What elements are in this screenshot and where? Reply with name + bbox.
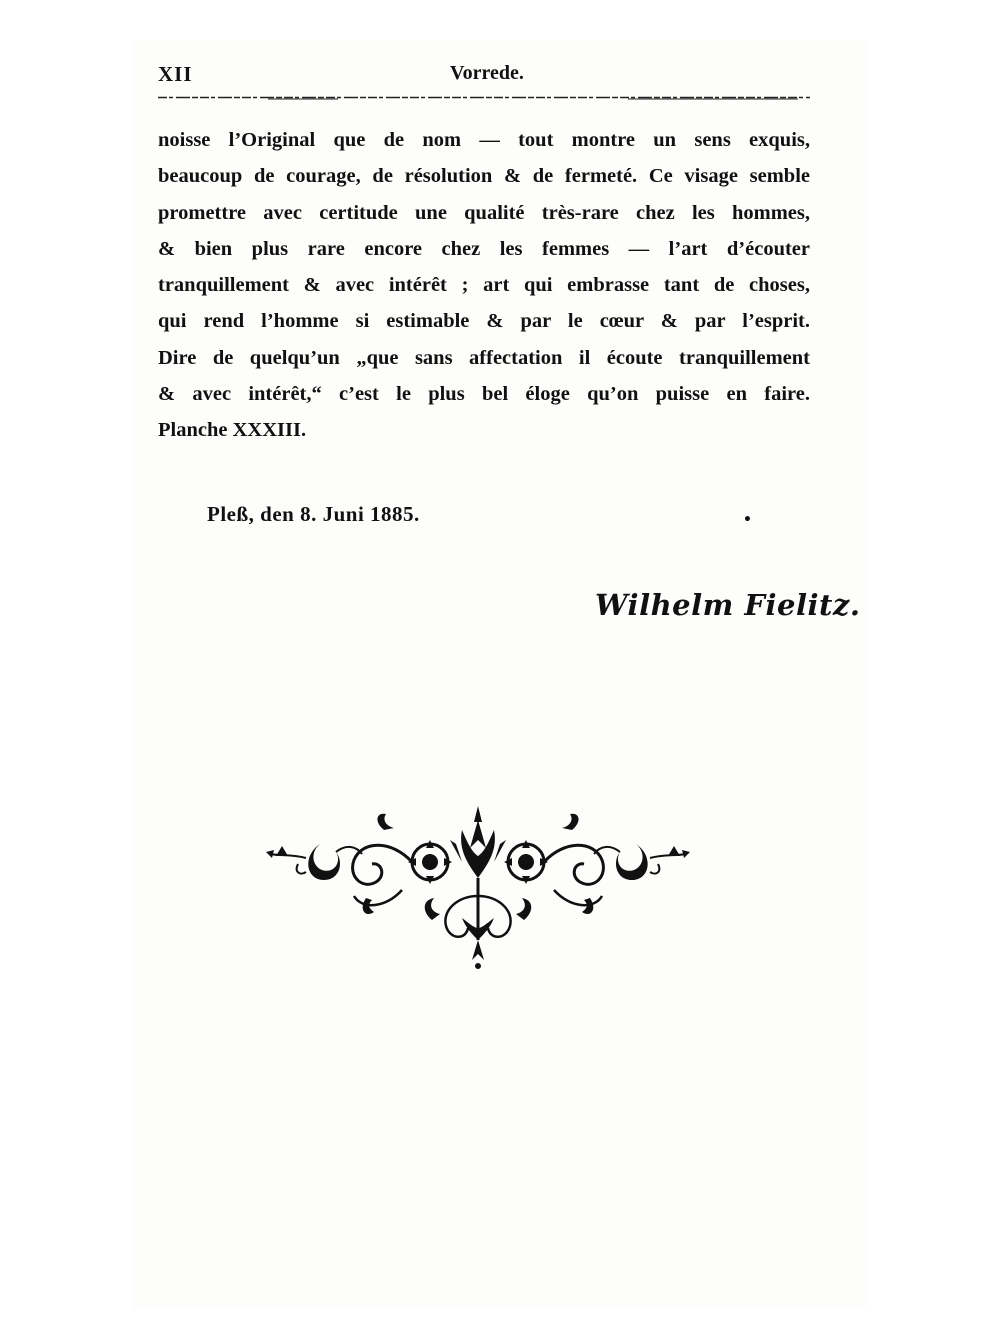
text-line: tranquillement & avec intérêt ; art qui embrasse tant de choses, [158, 274, 810, 297]
floral-vignette-icon [262, 800, 694, 972]
header-rule [158, 96, 810, 100]
text-line: Dire de quelqu’un „que sans affectation il écoute tranquillement [158, 346, 810, 369]
text-line: qui rend l’homme si estimable & par le cœur & par l’esprit. [158, 310, 810, 333]
text-line: noisse l’Original que de nom — tout montre un sens exquis, [158, 129, 810, 151]
dateline: Pleß, den 8. Juni 1885. [207, 502, 420, 526]
page-number: XII [158, 62, 193, 86]
text-line: promettre avec certitude une qualité très-rare chez les hommes, [158, 201, 810, 224]
body-paragraph [158, 122, 810, 449]
text-line: beaucoup de courage, de résolution & de fermeté. Ce visage semble [158, 165, 810, 188]
text-line: & bien plus rare encore chez les femmes — l’art d’écouter [158, 237, 810, 260]
text-line: Planche XXXIII. [158, 419, 307, 442]
signature: Wilhelm Fielitz. [595, 588, 861, 622]
running-head [158, 62, 810, 90]
running-title: Vorrede. [450, 62, 524, 84]
text-line: & avec intérêt,“ c’est le plus bel éloge qu’on puisse en faire. [158, 383, 810, 406]
stray-mark: • [743, 512, 752, 528]
